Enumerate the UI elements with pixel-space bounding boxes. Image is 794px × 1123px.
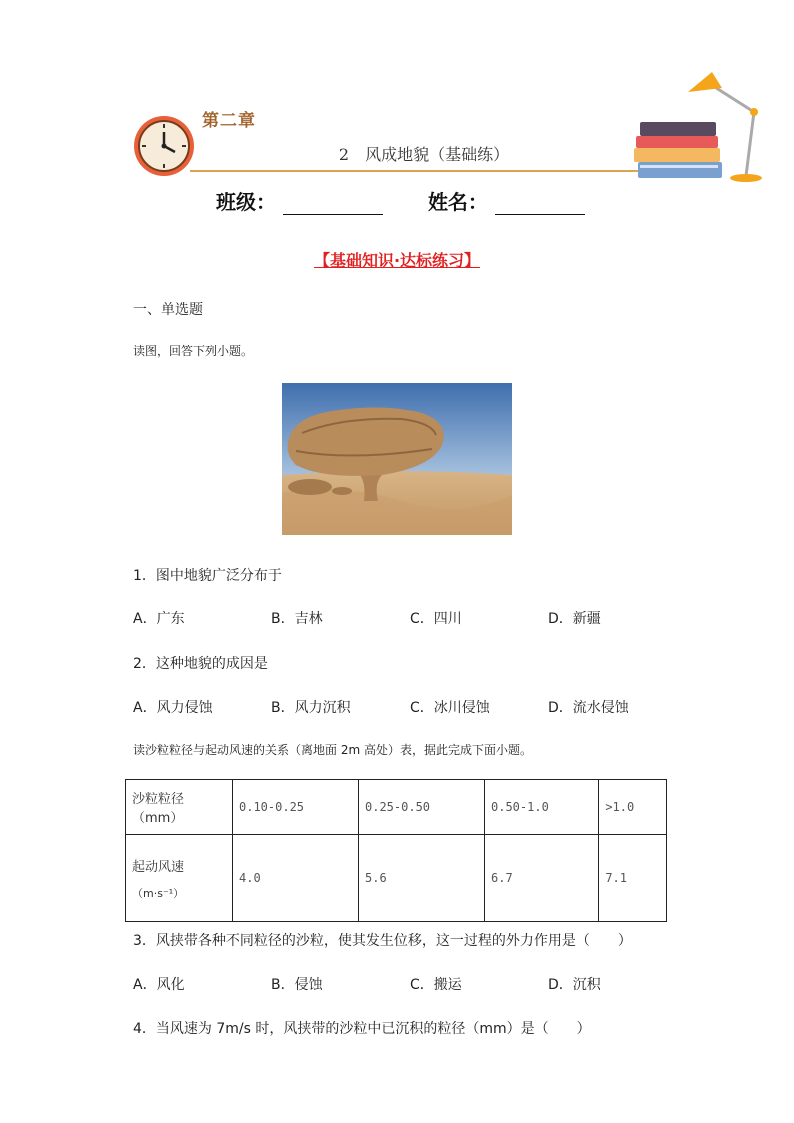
q3-option-d[interactable]: D．沉积 (548, 977, 601, 993)
books-lamp-icon (626, 66, 766, 186)
part-heading: 一、单选题 (133, 302, 203, 318)
wind-speed-label: 起动风速 (132, 859, 185, 875)
table-cell: 6.7 (485, 835, 599, 922)
table-cell: 4.0 (233, 835, 359, 922)
chapter-label: 第二章 (202, 111, 256, 131)
q3-option-a[interactable]: A．风化 (133, 977, 185, 993)
table-cell: 0.50-1.0 (485, 780, 599, 835)
class-label: 班级： (216, 190, 276, 214)
table-cell: 5.6 (359, 835, 485, 922)
table-header-grain-size: 沙粒粒径（mm） (126, 780, 233, 835)
instruction-1: 读图，回答下列小题。 (133, 344, 254, 358)
question-4-stem: 4．当风速为 7m/s 时，风挟带的沙粒中已沉积的粒径（mm）是（ ） (133, 1021, 591, 1037)
mushroom-rock-photo (282, 383, 512, 535)
q2-option-d[interactable]: D．流水侵蚀 (548, 700, 629, 716)
q1-option-d[interactable]: D．新疆 (548, 611, 601, 627)
question-2-stem: 2．这种地貌的成因是 (133, 656, 268, 672)
page-subtitle: 2 风成地貌（基础练） (338, 145, 510, 164)
q1-option-a[interactable]: A．广东 (133, 611, 185, 627)
q3-option-c[interactable]: C．搬运 (410, 977, 462, 993)
table-cell: 7.1 (599, 835, 667, 922)
q2-option-a[interactable]: A．风力侵蚀 (133, 700, 213, 716)
class-name-row (216, 186, 585, 215)
table-cell: 0.10-0.25 (233, 780, 359, 835)
name-label: 姓名： (427, 190, 488, 214)
question-1-stem: 1．图中地貌广泛分布于 (133, 568, 282, 584)
q1-option-b[interactable]: B．吉林 (271, 611, 323, 627)
q3-option-b[interactable]: B．侵蚀 (271, 977, 323, 993)
q2-option-b[interactable]: B．风力沉积 (271, 700, 351, 716)
header-divider (190, 170, 650, 172)
table-header-wind-speed (126, 835, 233, 922)
table-cell: >1.0 (599, 780, 667, 835)
table-row (126, 780, 667, 835)
wind-speed-unit: （m·s⁻¹） (132, 886, 185, 900)
question-3-stem: 3．风挟带各种不同粒径的沙粒，使其发生位移，这一过程的外力作用是（ ） (133, 933, 632, 949)
sand-wind-table (125, 779, 667, 922)
instruction-2: 读沙粒粒径与起动风速的关系（离地面 2m 高处）表，据此完成下面小题。 (133, 743, 532, 757)
name-input-line[interactable] (495, 194, 585, 215)
section-title: 【基础知识·达标练习】 (313, 251, 481, 270)
table-row (126, 835, 667, 922)
q1-option-c[interactable]: C．四川 (410, 611, 462, 627)
q2-option-c[interactable]: C．冰川侵蚀 (410, 700, 490, 716)
class-input-line[interactable] (283, 194, 383, 215)
table-cell: 0.25-0.50 (359, 780, 485, 835)
